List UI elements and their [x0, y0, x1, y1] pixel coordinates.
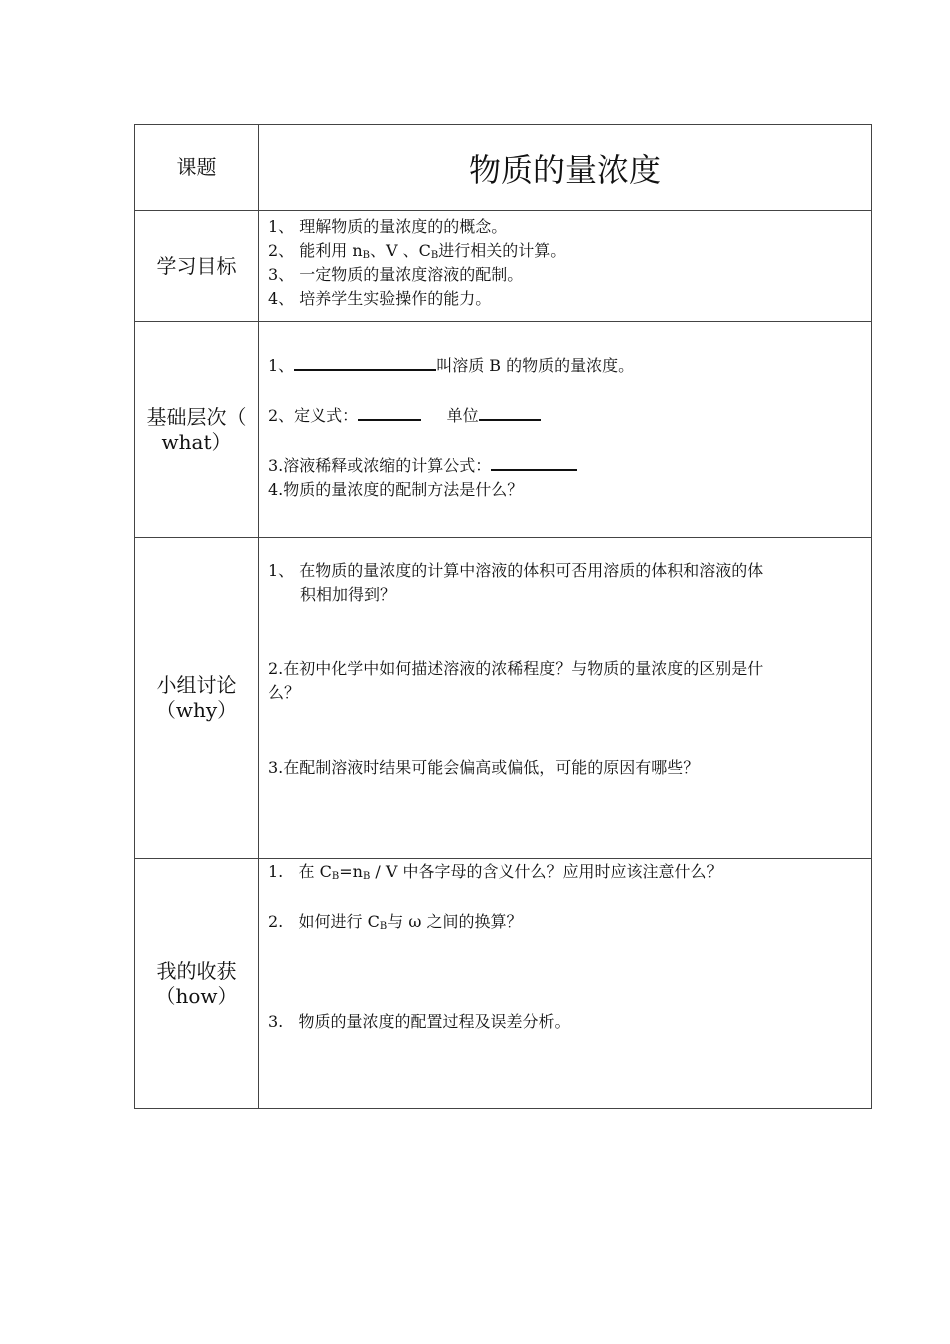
basic-q3	[268, 454, 863, 478]
harvest-q1-num: 1.	[268, 862, 284, 881]
discussion-q1-line1: 1、 在物质的量浓度的计算中溶液的体积可否用溶质的体积和溶液的体	[268, 561, 764, 580]
basic-q2-prefix: 2、定义式：	[268, 406, 359, 425]
subscript-b: B	[379, 921, 388, 932]
harvest-q2	[268, 910, 863, 934]
goal-item-2-mid: 、V 、C	[370, 241, 431, 260]
row-topic	[135, 125, 872, 211]
basic-q3-text: 3.溶液稀释或浓缩的计算公式：	[268, 456, 492, 475]
harvest-label	[135, 859, 259, 1109]
harvest-label-line1: 我的收获	[156, 958, 237, 983]
goal-item-2-end: 进行相关的计算。	[438, 241, 567, 260]
discussion-content	[259, 538, 872, 859]
basic-label-line1: 基础层次（	[146, 404, 247, 429]
subscript-b: B	[430, 250, 439, 261]
harvest-q1-c: / V 中各字母的含义什么？应用时应该注意什么？	[370, 862, 723, 881]
discussion-q1-line2: 积相加得到？	[300, 585, 397, 604]
basic-label	[135, 322, 259, 538]
harvest-q2-a: 如何进行 C	[298, 912, 380, 931]
harvest-q1	[268, 860, 863, 884]
basic-q1-prefix: 1、	[268, 356, 295, 375]
goals-label: 学习目标	[135, 211, 259, 322]
harvest-q2-b: 与 ω 之间的换算？	[387, 912, 523, 931]
topic-label: 课题	[135, 125, 259, 211]
harvest-q3-text: 物质的量浓度的配置过程及误差分析。	[298, 1012, 571, 1031]
discussion-label-line1: 小组讨论	[156, 673, 237, 697]
blank-line[interactable]	[491, 455, 577, 471]
row-harvest	[135, 859, 872, 1109]
subscript-b: B	[331, 871, 340, 882]
discussion-q2-line1: 2.在初中化学中如何描述溶液的浓稀程度？与物质的量浓度的区别是什	[268, 659, 764, 678]
basic-q2-unit: 单位	[446, 406, 479, 425]
discussion-q3: 3.在配制溶液时结果可能会偏高或偏低，可能的原因有哪些？	[268, 758, 700, 777]
harvest-q3	[268, 1010, 863, 1034]
goal-item-2-start: 2、 能利用 n	[268, 241, 363, 260]
basic-q2	[268, 404, 863, 428]
lesson-table	[134, 124, 872, 1109]
basic-q1-suffix: 叫溶质 B 的物质的量浓度。	[436, 356, 635, 375]
harvest-q1-b: =n	[339, 862, 363, 881]
harvest-q1-a: 在 C	[298, 862, 332, 881]
discussion-q2-line2: 么？	[268, 683, 301, 702]
goal-item-3: 3、 一定物质的量浓度溶液的配制。	[268, 265, 524, 284]
topic-title: 物质的量浓度	[259, 125, 872, 211]
subscript-b: B	[362, 871, 371, 882]
harvest-q2-num: 2.	[268, 912, 284, 931]
worksheet	[134, 124, 872, 1109]
blank-line[interactable]	[358, 405, 421, 421]
basic-content	[259, 322, 872, 538]
harvest-label-line2: （how）	[155, 983, 238, 1008]
harvest-q3-num: 3.	[268, 1012, 284, 1031]
discussion-label	[135, 538, 259, 859]
row-discussion	[135, 538, 872, 859]
harvest-content	[259, 859, 872, 1109]
goal-item-1: 1、 理解物质的量浓度的的概念。	[268, 217, 508, 236]
basic-label-line2: what）	[161, 429, 232, 454]
blank-line[interactable]	[479, 405, 541, 421]
basic-q4: 4.物质的量浓度的配制方法是什么？	[268, 480, 524, 499]
row-goals	[135, 211, 872, 322]
row-basic	[135, 322, 872, 538]
discussion-label-line2: （why）	[155, 698, 238, 722]
blank-line[interactable]	[294, 355, 436, 371]
basic-q1	[268, 354, 863, 378]
goals-content	[259, 211, 872, 322]
goal-item-2	[268, 239, 863, 263]
subscript-b: B	[362, 250, 371, 261]
goal-item-4: 4、 培养学生实验操作的能力。	[268, 289, 492, 308]
